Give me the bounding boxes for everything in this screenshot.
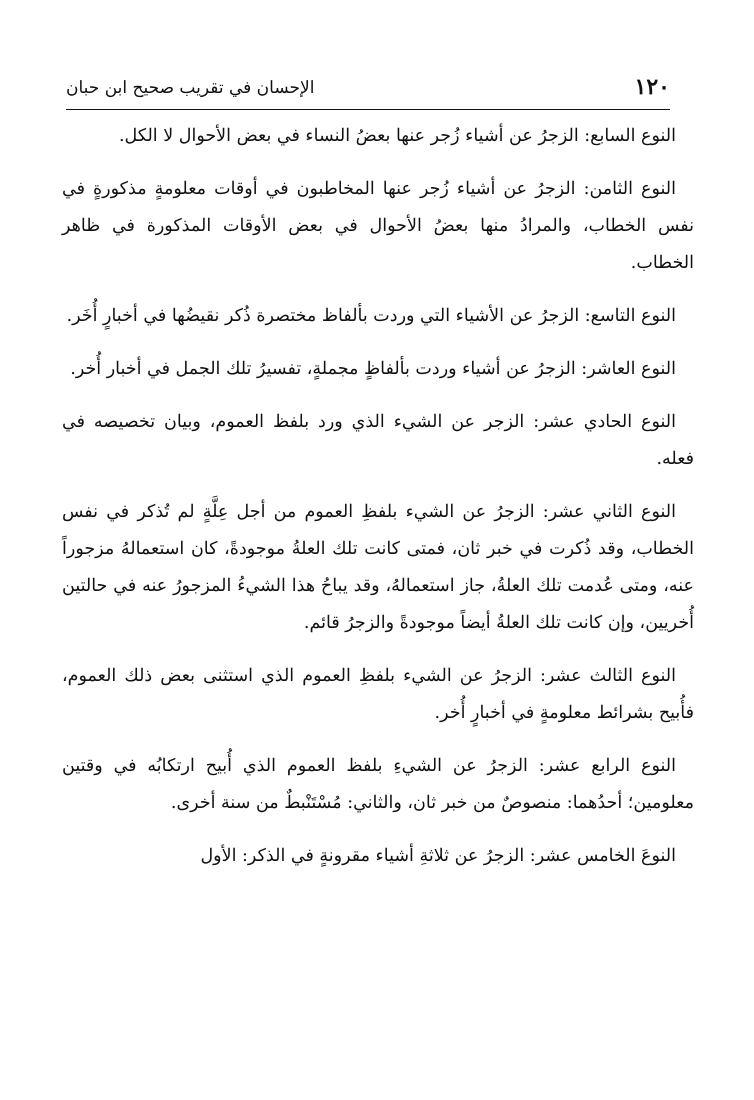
paragraph-type-12: النوع الثاني عشر: الزجرُ عن الشيء بلفظِ العموم من أجل عِلَّةٍ لم تُذكر في نفس الخطاب، وقد ذُكرت في خبر ثان، فمتى كانت تلك العلةُ موجودةً، كان استعمالهُ مزجوراً عنه، ومتى عُدمت تلك العلةُ، جاز استعمالهُ، وقد يباحُ هذا الشيءُ المزجورُ عنه في حالتين أُخريين، وإن كانت تلك العلةُ أيضاً موجودةً والزجرُ قائم.: [62, 502, 694, 633]
paragraph-type-14: النوع الرابع عشر: الزجرُ عن الشيءِ بلفظ العموم الذي أُبيح ارتكابُه في وقتين معلومين؛ أحدُهما: منصوصٌ من خبر ثان، والثاني: مُسْتَنْبطٌ من سنة أخرى.: [62, 756, 694, 813]
paragraph-type-15: النوعَ الخامس عشر: الزجرُ عن ثلاثةِ أشياء مقرونةٍ في الذكر: الأول: [200, 846, 676, 866]
page-number: ١٢٠: [634, 74, 670, 100]
paragraph-type-11: النوع الحادي عشر: الزجر عن الشيء الذي ورد بلفظ العموم، وبيان تخصيصه في فعله.: [62, 412, 694, 469]
paragraph-type-10: النوع العاشر: الزجرُ عن أشياء وردت بألفاظٍ مجملةٍ، تفسيرُ تلك الجمل في أخبار أُخر.: [70, 359, 676, 379]
page-header: [66, 70, 670, 110]
paragraph-type-8: النوع الثامن: الزجرُ عن أشياء زُجر عنها المخاطبون في أوقات معلومةٍ مذكورةٍ في نفس الخطاب، والمرادُ منها بعضُ الأحوال في بعض الأوقات المذكورة في ظاهر الخطاب.: [62, 179, 694, 273]
paragraph-type-9: النوع التاسع: الزجرُ عن الأشياء التي وردت بألفاظ مختصرة ذُكر نقيضُها في أخبارٍ أُخَر.: [66, 306, 676, 326]
paragraph-type-7: النوع السابع: الزجرُ عن أشياء زُجر عنها بعضُ النساء في بعض الأحوال لا الكل.: [118, 126, 676, 146]
paragraph-type-13: النوع الثالث عشر: الزجرُ عن الشيء بلفظِ العموم الذي استثنى بعض ذلك العموم، فأُبيح بشرائط معلومةٍ في أخبارٍ أُخر.: [62, 666, 694, 723]
running-title: الإحسان في تقريب صحيح ابن حبان: [66, 78, 315, 98]
header-rule: [66, 109, 670, 110]
page-body: [62, 118, 694, 891]
